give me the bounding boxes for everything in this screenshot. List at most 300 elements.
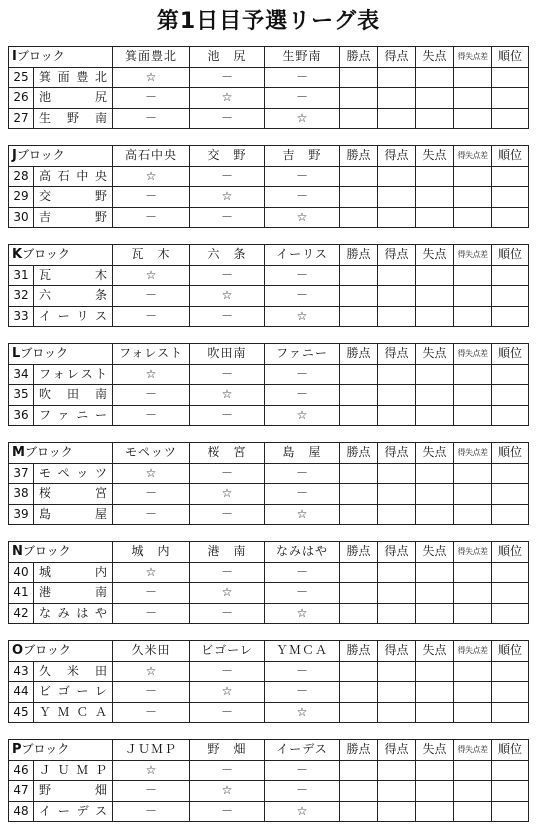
block-letter: K — [12, 247, 23, 263]
match-result-cell: － — [113, 286, 190, 307]
stat-cell — [340, 661, 378, 682]
opponent-header: 交 野 — [190, 146, 265, 167]
stat-header: 得点 — [378, 740, 416, 761]
stat-cell — [378, 484, 416, 505]
stat-cell — [416, 603, 454, 624]
team-name: 吹 田 南 — [34, 385, 113, 406]
stat-cell — [454, 405, 492, 426]
block-letter: P — [12, 742, 22, 758]
stat-header: 失点 — [416, 344, 454, 365]
self-match-mark: ☆ — [265, 306, 340, 327]
team-number: 36 — [9, 405, 34, 426]
stat-header: 失点 — [416, 47, 454, 68]
stat-cell — [416, 661, 454, 682]
stat-cell — [378, 306, 416, 327]
stat-header: 得失点差 — [454, 641, 492, 662]
block-header-row — [9, 245, 529, 266]
stat-cell — [454, 562, 492, 583]
league-block-j — [8, 145, 529, 228]
block-name — [9, 542, 113, 563]
stat-cell — [454, 682, 492, 703]
stat-header: 得点 — [378, 344, 416, 365]
team-row — [9, 306, 529, 327]
stat-cell — [340, 682, 378, 703]
stat-header: 順位 — [492, 542, 529, 563]
team-name: 島 屋 — [34, 504, 113, 525]
stat-cell — [378, 364, 416, 385]
match-result-cell: － — [190, 661, 265, 682]
stat-cell — [416, 67, 454, 88]
self-match-mark: ☆ — [190, 583, 265, 604]
block-suffix: ブロック — [22, 544, 71, 559]
opponent-header: 城 内 — [113, 542, 190, 563]
stat-cell — [454, 484, 492, 505]
team-number: 47 — [9, 781, 34, 802]
stat-cell — [492, 187, 529, 208]
team-name: 交 野 — [34, 187, 113, 208]
opponent-header: 高石中央 — [113, 146, 190, 167]
team-name: 港 南 — [34, 583, 113, 604]
team-row — [9, 801, 529, 822]
stat-header: 得点 — [378, 146, 416, 167]
stat-cell — [492, 484, 529, 505]
opponent-header: 瓦 木 — [113, 245, 190, 266]
match-result-cell: － — [190, 166, 265, 187]
self-match-mark: ☆ — [265, 405, 340, 426]
self-match-mark: ☆ — [265, 801, 340, 822]
stat-cell — [416, 504, 454, 525]
opponent-header: 池 尻 — [190, 47, 265, 68]
stat-header: 勝点 — [340, 146, 378, 167]
match-result-cell: － — [113, 405, 190, 426]
stat-cell — [416, 781, 454, 802]
stat-header: 得点 — [378, 443, 416, 464]
self-match-mark: ☆ — [265, 207, 340, 228]
stat-cell — [492, 801, 529, 822]
opponent-header: 港 南 — [190, 542, 265, 563]
stat-cell — [340, 265, 378, 286]
opponent-header: ＪＵＭＰ — [113, 740, 190, 761]
block-header-row — [9, 542, 529, 563]
block-letter: L — [12, 346, 21, 362]
self-match-mark: ☆ — [190, 88, 265, 109]
opponent-header: 生野南 — [265, 47, 340, 68]
stat-header: 勝点 — [340, 740, 378, 761]
stat-header: 勝点 — [340, 245, 378, 266]
stat-header: 得失点差 — [454, 740, 492, 761]
match-result-cell: － — [113, 385, 190, 406]
stat-cell — [492, 108, 529, 129]
team-number: 42 — [9, 603, 34, 624]
stat-cell — [340, 562, 378, 583]
stat-cell — [492, 385, 529, 406]
stat-cell — [492, 463, 529, 484]
stat-cell — [378, 286, 416, 307]
block-suffix: ブロック — [21, 742, 70, 757]
team-row — [9, 463, 529, 484]
stat-cell — [492, 781, 529, 802]
stat-cell — [378, 88, 416, 109]
block-suffix: ブロック — [24, 445, 73, 460]
stat-cell — [340, 702, 378, 723]
match-result-cell: － — [190, 603, 265, 624]
team-number: 38 — [9, 484, 34, 505]
stat-cell — [378, 781, 416, 802]
stat-header: 失点 — [416, 245, 454, 266]
team-number: 48 — [9, 801, 34, 822]
stat-header: 順位 — [492, 443, 529, 464]
stat-cell — [340, 504, 378, 525]
team-name: なみはや — [34, 603, 113, 624]
team-number: 29 — [9, 187, 34, 208]
block-letter: I — [12, 49, 17, 65]
match-result-cell: － — [265, 661, 340, 682]
team-name: イーリス — [34, 306, 113, 327]
stat-cell — [492, 661, 529, 682]
self-match-mark: ☆ — [190, 187, 265, 208]
stat-cell — [492, 67, 529, 88]
block-name — [9, 641, 113, 662]
team-name: ＪＵＭＰ — [34, 760, 113, 781]
self-match-mark: ☆ — [190, 781, 265, 802]
block-suffix: ブロック — [16, 148, 65, 163]
self-match-mark: ☆ — [265, 603, 340, 624]
team-name: ＹＭＣＡ — [34, 702, 113, 723]
team-row — [9, 108, 529, 129]
match-result-cell: － — [113, 484, 190, 505]
stat-cell — [340, 385, 378, 406]
stat-cell — [454, 661, 492, 682]
opponent-header: 桜 宮 — [190, 443, 265, 464]
self-match-mark: ☆ — [113, 67, 190, 88]
stat-cell — [416, 286, 454, 307]
stat-cell — [492, 504, 529, 525]
opponent-header: ビゴーレ — [190, 641, 265, 662]
stat-header: 得点 — [378, 47, 416, 68]
match-result-cell: － — [113, 504, 190, 525]
team-row — [9, 702, 529, 723]
match-result-cell: － — [190, 463, 265, 484]
block-header-row — [9, 344, 529, 365]
stat-cell — [340, 463, 378, 484]
stat-cell — [454, 760, 492, 781]
opponent-header: なみはや — [265, 542, 340, 563]
stat-cell — [454, 286, 492, 307]
stat-cell — [454, 207, 492, 228]
stat-cell — [454, 385, 492, 406]
stat-cell — [340, 187, 378, 208]
self-match-mark: ☆ — [190, 385, 265, 406]
stat-cell — [378, 463, 416, 484]
stat-header: 失点 — [416, 641, 454, 662]
self-match-mark: ☆ — [113, 265, 190, 286]
stat-cell — [454, 187, 492, 208]
stat-header: 順位 — [492, 146, 529, 167]
team-name: 池 尻 — [34, 88, 113, 109]
league-block-m — [8, 442, 529, 525]
team-name: ビゴーレ — [34, 682, 113, 703]
opponent-header: フォレスト — [113, 344, 190, 365]
match-result-cell: － — [265, 385, 340, 406]
team-name: 野 畑 — [34, 781, 113, 802]
team-number: 39 — [9, 504, 34, 525]
stat-header: 失点 — [416, 740, 454, 761]
stat-header: 勝点 — [340, 47, 378, 68]
stat-cell — [378, 265, 416, 286]
stat-cell — [454, 583, 492, 604]
stat-cell — [454, 781, 492, 802]
match-result-cell: － — [265, 88, 340, 109]
match-result-cell: － — [190, 108, 265, 129]
league-block-i — [8, 46, 529, 129]
stat-cell — [340, 364, 378, 385]
stat-cell — [416, 166, 454, 187]
stat-cell — [454, 364, 492, 385]
self-match-mark: ☆ — [113, 463, 190, 484]
stat-cell — [492, 364, 529, 385]
team-row — [9, 88, 529, 109]
stat-header: 得点 — [378, 641, 416, 662]
page-title: 第1日目予選リーグ表 — [156, 9, 381, 34]
team-number: 33 — [9, 306, 34, 327]
block-suffix: ブロック — [23, 643, 71, 658]
block-suffix: ブロック — [22, 247, 70, 262]
stat-cell — [492, 207, 529, 228]
stat-cell — [492, 760, 529, 781]
team-name: 生 野 南 — [34, 108, 113, 129]
stat-cell — [416, 108, 454, 129]
league-block-k — [8, 244, 529, 327]
stat-cell — [416, 583, 454, 604]
team-number: 25 — [9, 67, 34, 88]
team-name: ファニー — [34, 405, 113, 426]
stat-cell — [492, 562, 529, 583]
team-number: 40 — [9, 562, 34, 583]
stat-cell — [454, 702, 492, 723]
match-result-cell: － — [265, 682, 340, 703]
team-name: 桜 宮 — [34, 484, 113, 505]
stat-cell — [416, 265, 454, 286]
team-row — [9, 760, 529, 781]
opponent-header: イーリス — [265, 245, 340, 266]
team-row — [9, 187, 529, 208]
stat-cell — [492, 306, 529, 327]
opponent-header: モペッツ — [113, 443, 190, 464]
stat-cell — [340, 286, 378, 307]
match-result-cell: － — [190, 405, 265, 426]
stat-cell — [378, 682, 416, 703]
team-name: 瓦 木 — [34, 265, 113, 286]
stat-cell — [340, 67, 378, 88]
stat-cell — [340, 306, 378, 327]
stat-cell — [492, 682, 529, 703]
stat-cell — [416, 405, 454, 426]
stat-cell — [340, 207, 378, 228]
block-name — [9, 47, 113, 68]
block-name — [9, 443, 113, 464]
stat-header: 得失点差 — [454, 146, 492, 167]
stat-cell — [416, 385, 454, 406]
team-number: 31 — [9, 265, 34, 286]
match-result-cell: － — [190, 562, 265, 583]
team-row — [9, 364, 529, 385]
stat-header: 勝点 — [340, 641, 378, 662]
self-match-mark: ☆ — [190, 682, 265, 703]
team-name: モペッツ — [34, 463, 113, 484]
team-name: 箕面豊北 — [34, 67, 113, 88]
stat-header: 得失点差 — [454, 542, 492, 563]
match-result-cell: － — [113, 583, 190, 604]
stat-cell — [454, 603, 492, 624]
stat-header: 順位 — [492, 740, 529, 761]
team-name: 吉 野 — [34, 207, 113, 228]
match-result-cell: － — [190, 265, 265, 286]
stat-cell — [492, 405, 529, 426]
team-name: イーデス — [34, 801, 113, 822]
opponent-header: 吹田南 — [190, 344, 265, 365]
stat-header: 勝点 — [340, 344, 378, 365]
block-letter: N — [12, 544, 23, 560]
stat-cell — [416, 801, 454, 822]
block-letter: O — [12, 643, 24, 659]
match-result-cell: － — [190, 504, 265, 525]
self-match-mark: ☆ — [113, 364, 190, 385]
team-row — [9, 661, 529, 682]
stat-cell — [416, 682, 454, 703]
stat-cell — [378, 166, 416, 187]
stat-cell — [378, 562, 416, 583]
stat-cell — [416, 760, 454, 781]
stat-cell — [492, 166, 529, 187]
stat-cell — [340, 405, 378, 426]
team-row — [9, 562, 529, 583]
block-name — [9, 245, 113, 266]
stat-cell — [454, 265, 492, 286]
stat-cell — [492, 265, 529, 286]
team-number: 44 — [9, 682, 34, 703]
block-header-row — [9, 47, 529, 68]
team-name: 久 米 田 — [34, 661, 113, 682]
stat-header: 失点 — [416, 146, 454, 167]
match-result-cell: － — [265, 781, 340, 802]
team-number: 45 — [9, 702, 34, 723]
team-row — [9, 583, 529, 604]
team-name: 城 内 — [34, 562, 113, 583]
team-number: 46 — [9, 760, 34, 781]
stat-header: 順位 — [492, 641, 529, 662]
stat-cell — [378, 760, 416, 781]
match-result-cell: － — [113, 682, 190, 703]
opponent-header: 久米田 — [113, 641, 190, 662]
stat-cell — [454, 88, 492, 109]
stat-header: 得失点差 — [454, 443, 492, 464]
stat-cell — [340, 583, 378, 604]
stat-header: 得失点差 — [454, 344, 492, 365]
team-number: 27 — [9, 108, 34, 129]
match-result-cell: － — [265, 760, 340, 781]
stat-cell — [378, 801, 416, 822]
opponent-header: 箕面豊北 — [113, 47, 190, 68]
team-number: 34 — [9, 364, 34, 385]
match-result-cell: － — [265, 166, 340, 187]
match-result-cell: － — [113, 108, 190, 129]
match-result-cell: － — [265, 67, 340, 88]
stat-cell — [378, 504, 416, 525]
stat-cell — [416, 364, 454, 385]
stat-cell — [378, 702, 416, 723]
self-match-mark: ☆ — [190, 484, 265, 505]
stat-cell — [340, 760, 378, 781]
team-number: 41 — [9, 583, 34, 604]
stat-cell — [454, 67, 492, 88]
team-row — [9, 484, 529, 505]
stat-cell — [378, 207, 416, 228]
match-result-cell: － — [190, 702, 265, 723]
stat-cell — [492, 286, 529, 307]
stat-cell — [340, 801, 378, 822]
stat-cell — [340, 484, 378, 505]
stat-header: 失点 — [416, 443, 454, 464]
self-match-mark: ☆ — [265, 108, 340, 129]
match-result-cell: － — [190, 364, 265, 385]
league-block-l — [8, 343, 529, 426]
block-letter: J — [12, 148, 17, 164]
team-row — [9, 781, 529, 802]
stat-cell — [378, 583, 416, 604]
stat-cell — [416, 207, 454, 228]
stat-cell — [340, 166, 378, 187]
match-result-cell: － — [113, 88, 190, 109]
stat-cell — [416, 187, 454, 208]
self-match-mark: ☆ — [113, 661, 190, 682]
block-name — [9, 146, 113, 167]
stat-cell — [340, 603, 378, 624]
team-row — [9, 405, 529, 426]
match-result-cell: － — [265, 265, 340, 286]
stat-header: 失点 — [416, 542, 454, 563]
opponent-header: 六 条 — [190, 245, 265, 266]
match-result-cell: － — [265, 484, 340, 505]
team-row — [9, 504, 529, 525]
self-match-mark: ☆ — [113, 562, 190, 583]
team-row — [9, 166, 529, 187]
stat-cell — [454, 504, 492, 525]
match-result-cell: － — [190, 67, 265, 88]
block-header-row — [9, 146, 529, 167]
team-number: 28 — [9, 166, 34, 187]
team-number: 32 — [9, 286, 34, 307]
team-number: 26 — [9, 88, 34, 109]
match-result-cell: － — [113, 187, 190, 208]
stat-cell — [378, 67, 416, 88]
match-result-cell: － — [265, 562, 340, 583]
stat-cell — [492, 603, 529, 624]
stat-header: 得失点差 — [454, 245, 492, 266]
opponent-header: イーデス — [265, 740, 340, 761]
team-row — [9, 286, 529, 307]
team-row — [9, 207, 529, 228]
team-name: フォレスト — [34, 364, 113, 385]
opponent-header: ＹＭＣＡ — [265, 641, 340, 662]
match-result-cell: － — [190, 760, 265, 781]
opponent-header: 島 屋 — [265, 443, 340, 464]
stat-header: 得点 — [378, 245, 416, 266]
stat-cell — [378, 661, 416, 682]
self-match-mark: ☆ — [190, 286, 265, 307]
stat-cell — [378, 108, 416, 129]
stat-header: 得失点差 — [454, 47, 492, 68]
block-header-row — [9, 443, 529, 464]
